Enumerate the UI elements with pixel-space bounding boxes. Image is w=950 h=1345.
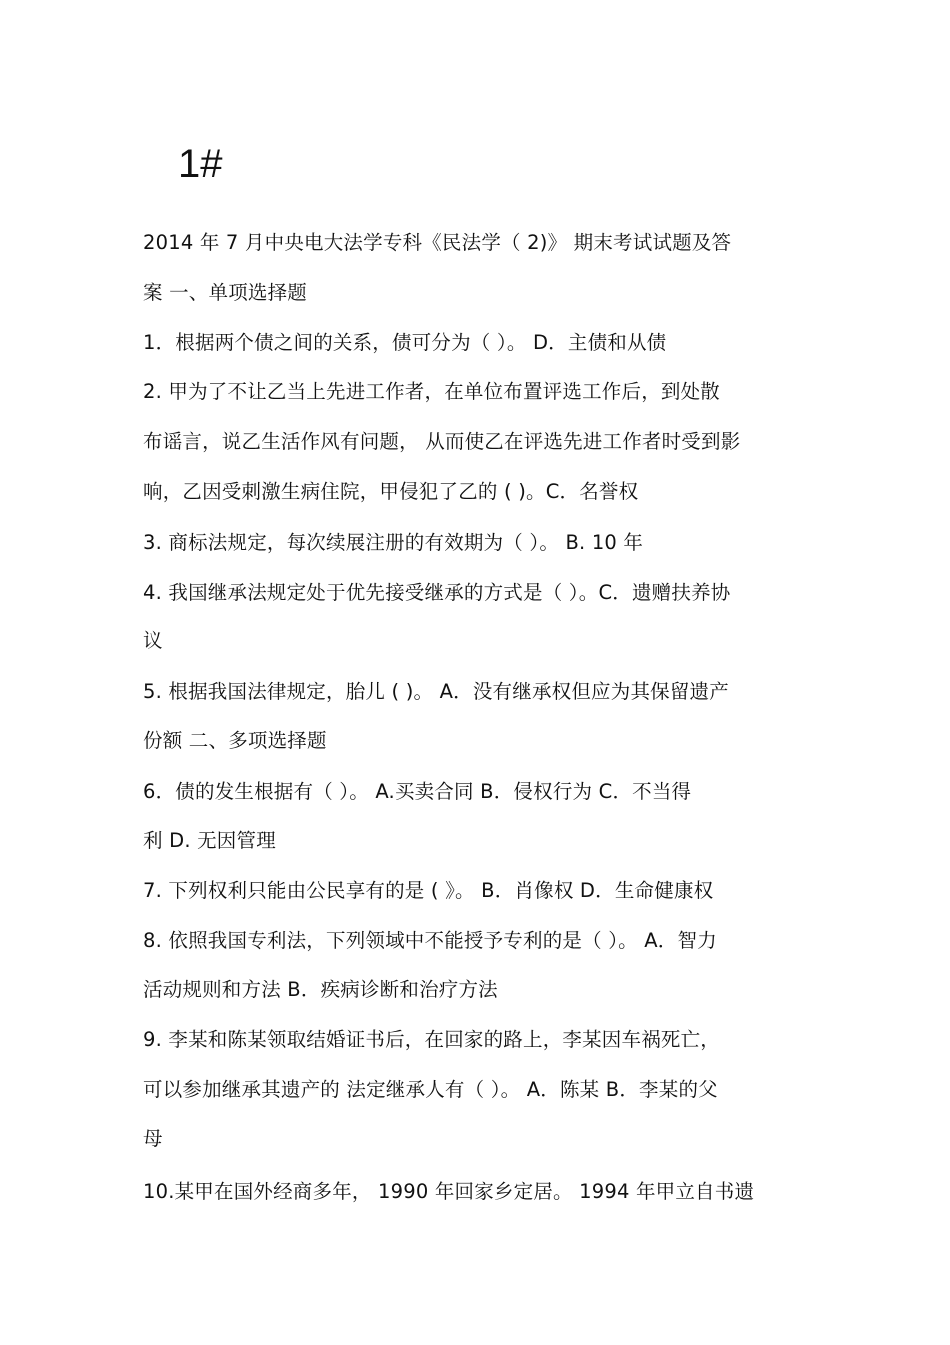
text-line: 案 一、单项选择题 xyxy=(143,281,307,304)
text-line: 6．债的发生根据有（ ）。 A.买卖合同 B．侵权行为 C．不当得 xyxy=(143,780,692,803)
text-line: 份额 二、多项选择题 xyxy=(143,729,327,752)
text-line: 8. 依照我国专利法，下列领域中不能授予专利的是（ ）。 A．智力 xyxy=(143,929,717,952)
text-line: 9. 李某和陈某领取结婚证书后，在回家的路上，李某因车祸死亡， xyxy=(143,1028,721,1051)
text-line: 活动规则和方法 B．疾病诊断和治疗方法 xyxy=(143,978,498,1001)
text-line: 可以参加继承其遗产的 法定继承人有（ ）。 A．陈某 B．李某的父 xyxy=(143,1078,718,1101)
text-line: 议 xyxy=(143,629,163,652)
text-line: 母 xyxy=(143,1127,163,1150)
text-line: 2. 甲为了不让乙当上先进工作者，在单位布置评选工作后，到处散 xyxy=(143,380,721,403)
document-number: 1# xyxy=(178,142,223,186)
text-line: 7. 下列权利只能由公民享有的是 ( 》。 B．肖像权 D．生命健康权 xyxy=(143,879,714,902)
text-line: 2014 年 7 月中央电大法学专科《民法学（ 2)》 期末考试试题及答 xyxy=(143,231,732,254)
text-line: 10.某甲在国外经商多年， 1990 年回家乡定居。 1994 年甲立自书遗 xyxy=(143,1180,755,1203)
text-line: 4. 我国继承法规定处于优先接受继承的方式是（ ）。C．遗赠扶养协 xyxy=(143,581,731,604)
text-line: 5. 根据我国法律规定，胎儿 ( )。 A．没有继承权但应为其保留遗产 xyxy=(143,680,729,703)
text-line: 布谣言，说乙生活作风有问题， 从而使乙在评选先进工作者时受到影 xyxy=(143,430,741,453)
text-line: 响，乙因受刺激生病住院，甲侵犯了乙的 ( )。C．名誉权 xyxy=(143,480,639,503)
text-line: 1．根据两个债之间的关系，债可分为（ ）。 D．主债和从债 xyxy=(143,331,667,354)
text-line: 利 D. 无因管理 xyxy=(143,829,276,852)
text-line: 3. 商标法规定，每次续展注册的有效期为（ ）。 B. 10 年 xyxy=(143,531,644,554)
